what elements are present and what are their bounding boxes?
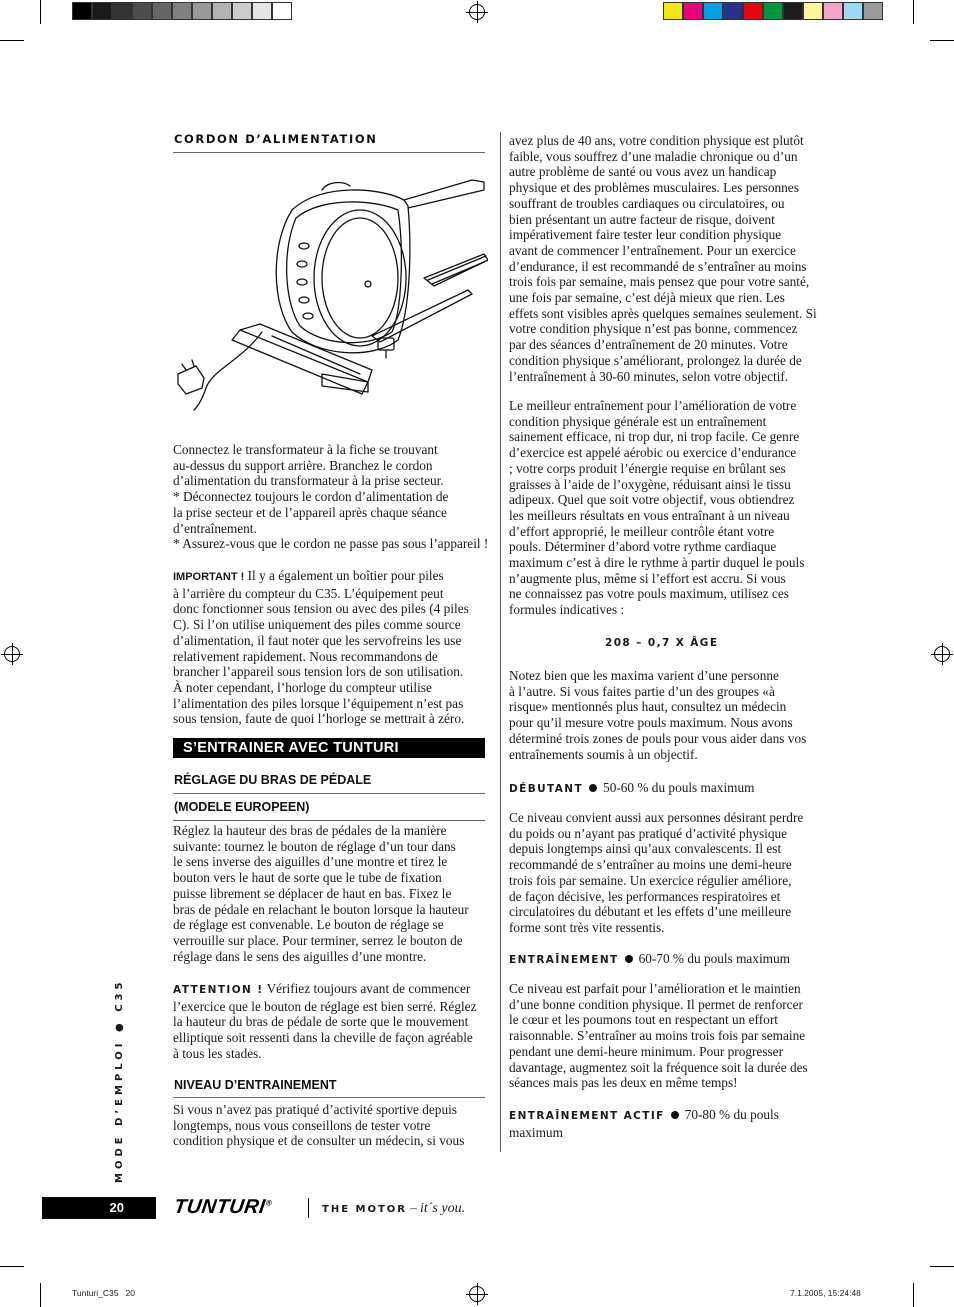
training-text (509, 981, 829, 1091)
crop-mark (930, 1266, 954, 1267)
column-divider (500, 132, 501, 1152)
bullet-icon (671, 1111, 679, 1119)
color-swatch (683, 2, 703, 20)
color-swatch (663, 2, 683, 20)
text-line: bras de pédale en relachant le bouton lorsque la hauteur (173, 901, 469, 917)
text-line: C). Si l’on utilise uniquement des piles comme source (173, 617, 461, 633)
color-swatch (172, 2, 192, 20)
text-line: autre problème de santé ou vous avez un handicap (509, 164, 777, 180)
text-line: avez plus de 40 ans, votre condition physique est plutôt (509, 133, 804, 148)
beginner-value: 50-60 % du pouls maximum (603, 780, 755, 795)
text-line: pour qu’il mesure votre pouls maximum. Nous avons (509, 715, 793, 731)
text-line: elliptique soit ressenti dans la cheville de façon agréable (173, 1030, 473, 1046)
text-line: maximum c’est à dire le rythme à partir duquel le pouls (509, 555, 805, 571)
text-line: risque» mentionnés plus haut, consultez un médecin (509, 699, 787, 715)
text-line: ; votre corps produit l’énergie requise en brûlant ses (509, 460, 786, 476)
heart-rate-formula: 208 – 0,7 X ÂGE (605, 637, 719, 649)
crop-mark (913, 1283, 914, 1307)
text-line: Réglez la hauteur des bras de pédales de la manière (173, 823, 447, 838)
section-band-title: S’ENTRAINER AVEC TUNTURI (183, 740, 399, 756)
slug-filename: Tunturi_C35 20 (72, 1288, 135, 1298)
color-swatch (723, 2, 743, 20)
beginner-text (509, 810, 829, 936)
text-line: n’augmente plus, même si l’effort est accru. Si vous (509, 570, 786, 586)
text-line: faible, vous souffrez d’une maladie chronique ou d’un (509, 148, 798, 164)
text-line: d’entraînement. (173, 520, 257, 536)
text-line: avant de commencer l’entraînement. Pour un exercice (509, 242, 796, 258)
text-line: à l’autre. Si vous faites partie d’un des groupes «à (509, 683, 775, 699)
tagline-italic: it´s you. (419, 1201, 466, 1216)
text-line: d’alimentation du transformateur à la prise secteur. (173, 473, 444, 489)
text-line: Ce niveau est parfait pour l’amélioration et le maintien (509, 981, 801, 996)
attention-paragraph (173, 981, 488, 1062)
color-swatch (212, 2, 232, 20)
text-line: relativement rapidement. Nous recommandons de (173, 648, 438, 664)
text-line: l’entraînement à 30-60 minutes, selon votre objectif. (509, 368, 789, 384)
text-line: séances mais pas les deux en même temps! (509, 1075, 738, 1091)
level-text (173, 1102, 488, 1149)
active-value-continued: maximum (509, 1124, 563, 1140)
text-line: à l’arrière du compteur du C35. L’équipement peut (173, 585, 444, 601)
section-band (173, 738, 485, 758)
beginner-label: DÉBUTANT (509, 783, 584, 795)
text-line: circulatoires du débutant et les effets d’une meilleure (509, 904, 792, 920)
text-line: physique et des problèmes musculaires. Les personnes (509, 180, 799, 196)
training-label: ENTRAÎNEMENT (509, 954, 619, 966)
text-line: raisonnable. S’entraîner au moins trois fois par semaine (509, 1028, 806, 1044)
text-line: de façon décisive, les performances respiratoires et (509, 888, 781, 904)
color-swatch (783, 2, 803, 20)
text-line: puisse librement se déplacer de haut en bas. Fixez le (173, 885, 452, 901)
text-line: Notez bien que les maxima varient d’une personne (509, 668, 779, 683)
registration-mark-icon (469, 1286, 485, 1302)
text-line: verrouille sur place. Pour terminer, serrez le bouton de (173, 932, 463, 948)
text-line: l’alimentation des piles lorsque l’équipement n’est pas (173, 695, 464, 711)
bullet-icon (589, 784, 597, 792)
text-line: depuis longtemps ainsi qu’aux convalescents. Il est (509, 841, 782, 857)
tagline-caps: THE MOTOR (322, 1204, 407, 1215)
brand-logo: TUNTURI® (172, 1196, 273, 1218)
color-swatch (803, 2, 823, 20)
text-line: impérativement faire tester leur condition physique (509, 227, 782, 243)
divider (173, 1097, 485, 1098)
text-line: à tous les stades. (173, 1045, 262, 1061)
color-swatch (92, 2, 112, 20)
training-value: 60-70 % du pouls maximum (638, 951, 791, 966)
text-line: brancher l’appareil sous tension lors de son utilisation. (173, 664, 464, 680)
text-line: pendant une demi-heure minimum. Pour progresser (509, 1043, 783, 1059)
registration-mark-icon (469, 4, 485, 20)
text-line: entraînements soumis à un objectif. (509, 746, 698, 762)
cord-text (173, 442, 488, 552)
text-line: sous tension, faute de quoi l’horloge se mettrait à zéro. (173, 711, 465, 727)
registration-mark-icon (4, 646, 20, 662)
brand-name: TUNTURI (172, 1196, 267, 1218)
crop-mark (40, 1283, 41, 1307)
text-line: d’endurance, il est recommandé de s’entraîner au moins (509, 258, 807, 274)
text-line: condition physique s’améliorant, prolongez la durée de (509, 352, 802, 368)
text-line: suivante: tournez le bouton de réglage d’un tour dans (173, 838, 456, 854)
color-swatch (192, 2, 212, 20)
text-line: l’exercice que le bouton de réglage est bien serré. Réglez (173, 998, 477, 1014)
right-paragraph-1 (509, 133, 829, 384)
text-line: la hauteur du bras de pédale de sorte que le mouvement (173, 1014, 469, 1030)
text-line: condition physique et de consulter un médecin, si vous (173, 1133, 465, 1149)
level-training (509, 951, 829, 969)
crop-mark (930, 40, 954, 41)
tagline-dash: – (406, 1200, 420, 1215)
tagline (322, 1199, 465, 1217)
text-line: donc fonctionner sous tension ou avec des piles (4 piles (173, 601, 469, 617)
tagline-divider (308, 1198, 309, 1218)
text-line: votre condition physique n’est pas bonne, commencez (509, 321, 798, 337)
text-line: * Déconnectez toujours le cordon d’alimentation de (173, 489, 449, 505)
color-swatch (843, 2, 863, 20)
text-line: pouls. Déterminer d’abord votre rythme cardiaque (509, 539, 777, 555)
side-running-title: MODE D’EMPLOI ● C35 (114, 978, 125, 1183)
color-swatch (863, 2, 883, 20)
text-line: déterminé trois zones de pouls pour vous aider dans vos (509, 730, 807, 746)
text-line: d’une bonne condition physique. Il permet de renforcer (509, 996, 803, 1012)
text-line: par des séances d’entraînement de 20 minutes. Votre (509, 337, 788, 353)
crop-mark (913, 0, 914, 24)
color-swatch (823, 2, 843, 20)
registration-mark-icon (934, 646, 950, 662)
crop-mark (40, 0, 41, 24)
text-line: au-dessus du support arrière. Branchez le cordon (173, 457, 433, 473)
color-swatch (132, 2, 152, 20)
attention-first-line: Vérifiez toujours avant de commencer (266, 981, 471, 996)
color-swatch (112, 2, 132, 20)
text-line: trois fois par semaine. Un exercice régulier améliore, (509, 872, 792, 888)
text-line: effets sont visibles après quelques semaines seulement. Si (509, 305, 817, 321)
text-line: longtemps, nous vous conseillons de tester votre (173, 1117, 431, 1133)
level-beginner (509, 780, 829, 798)
level-active (509, 1107, 829, 1140)
text-line: d’effort approprié, le meilleur contrôle étant votre (509, 523, 775, 539)
text-line: ne connaissez pas votre pouls maximum, utilisez ces (509, 586, 789, 602)
text-line: adipeux. Quel que soit votre objectif, vous obtiendrez (509, 492, 795, 508)
divider (173, 793, 485, 794)
text-line: le sens inverse des aiguilles d’une montre et tirez le (173, 854, 448, 870)
text-line: recommandé de s’entraîner au moins une demi-heure (509, 857, 792, 873)
active-label: ENTRAÎNEMENT ACTIF (509, 1110, 665, 1122)
text-line: À noter cependant, l’horloge du compteur utilise (173, 679, 432, 695)
active-value: 70-80 % du pouls (684, 1107, 779, 1122)
text-line: souffrant de troubles cardiaques ou circulatoires, ou (509, 195, 785, 211)
crop-mark (0, 1266, 24, 1267)
color-swatch (232, 2, 252, 20)
text-line: bien présentant un autre facteur de risque, doivent (509, 211, 775, 227)
heading-pedal-model: (MODELE EUROPEEN) (174, 800, 310, 814)
text-line: graisses à l’aide de l’oxygène, réduisant ainsi le tissu (509, 476, 791, 492)
attention-label: ATTENTION ! (173, 984, 264, 996)
text-line: bouton vers le haut de sorte que le tube de fixation (173, 870, 442, 886)
color-swatch (72, 2, 92, 20)
heading-cord: CORDON D’ALIMENTATION (174, 132, 378, 146)
page-number: 20 (109, 1200, 124, 1215)
text-line: Connectez le transformateur à la fiche se trouvant (173, 442, 438, 457)
text-line: sainement efficace, ni trop dur, ni trop facile. Ce genre (509, 429, 800, 445)
heading-training-level: NIVEAU D’ENTRAINEMENT (174, 1078, 337, 1092)
divider (173, 152, 485, 153)
text-line: du poids ou n’ayant pas pratiqué d’activité physique (509, 825, 788, 841)
text-line: la prise secteur et de l’appareil après chaque séance (173, 504, 447, 520)
text-line: Si vous n’avez pas pratiqué d’activité sportive depuis (173, 1102, 457, 1117)
color-swatch (703, 2, 723, 20)
color-swatch (152, 2, 172, 20)
important-label: IMPORTANT ! (173, 571, 245, 583)
text-line: * Assurez-vous que le cordon ne passe pas sous l’appareil ! (173, 536, 489, 552)
right-paragraph-3 (509, 668, 829, 762)
slug-timestamp: 7.1.2005, 15:24:48 (790, 1288, 861, 1298)
color-swatch (252, 2, 272, 20)
text-line: condition physique générale est un entraînement (509, 413, 767, 429)
elliptical-trainer-illustration (172, 160, 488, 420)
attention-text (173, 999, 488, 1062)
important-first-line: Il y a également un boîtier pour piles (247, 568, 444, 583)
important-paragraph (173, 568, 488, 727)
right-paragraph-2 (509, 398, 829, 618)
color-swatch (743, 2, 763, 20)
text-line: les meilleurs résultats en vous entraînant à un niveau (509, 507, 790, 523)
text-line: de réglage est convenable. Le bouton de réglage se (173, 917, 444, 933)
text-line: d’exercice est appelé aérobic ou exercice d’endurance (509, 445, 797, 461)
text-line: le cœur et les poumons tout en respectant un effort (509, 1012, 778, 1028)
color-swatch (272, 2, 292, 20)
heading-pedal: RÉGLAGE DU BRAS DE PÉDALE (174, 773, 372, 787)
crop-mark (0, 40, 24, 41)
text-line: formules indicatives : (509, 602, 625, 618)
text-line: Ce niveau convient aussi aux personnes désirant perdre (509, 810, 804, 825)
text-line: réglage dans le sens des aiguilles d’une montre. (173, 948, 427, 964)
important-text (173, 586, 488, 727)
text-line: d’alimentation, il faut noter que les servofreins les use (173, 632, 462, 648)
pedal-text (173, 823, 488, 964)
page-number-box (42, 1197, 156, 1219)
bullet-icon (625, 955, 633, 963)
text-line: trois fois par semaine, mais pensez que pour votre santé, (509, 274, 810, 290)
text-line: une fois par semaine, c’est déjà mieux que rien. Les (509, 290, 785, 306)
divider (173, 820, 485, 821)
text-line: Le meilleur entraînement pour l’amélioration de votre (509, 398, 797, 413)
text-line: forme sont très vite ressentis. (509, 919, 665, 935)
text-line: davantage, augmentez soit la fréquence soit la durée des (509, 1059, 808, 1075)
color-swatch (763, 2, 783, 20)
